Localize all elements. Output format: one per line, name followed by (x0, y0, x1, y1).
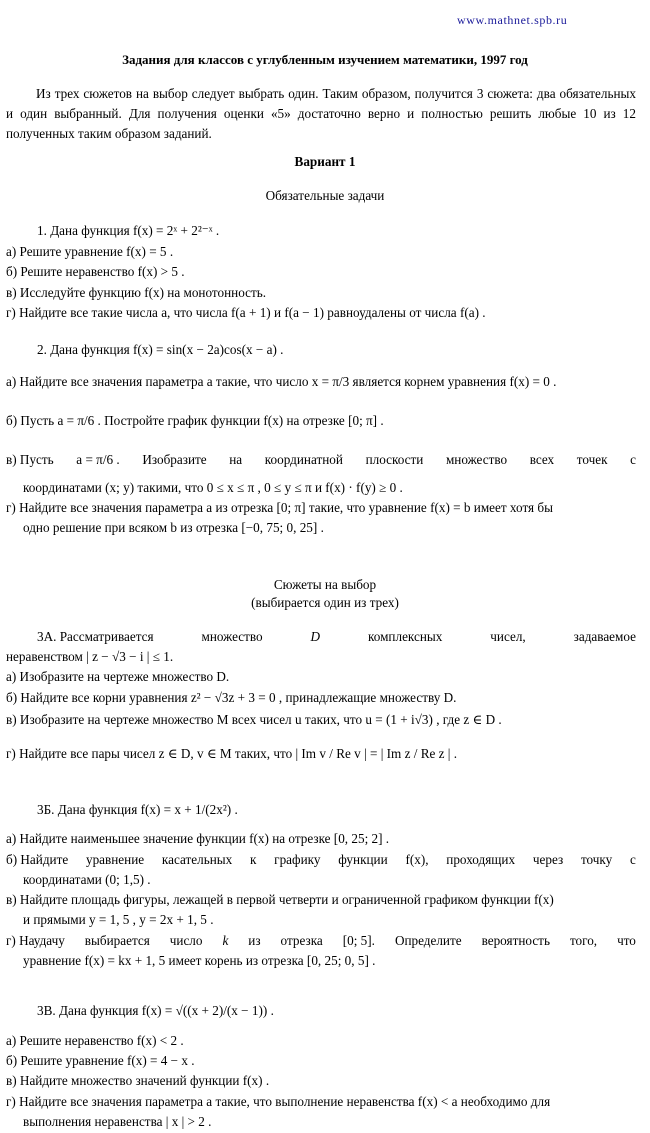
word: что (617, 933, 636, 948)
problem-3v-b: б) Решите уравнение f(x) = 4 − x . (6, 1053, 195, 1068)
word: г) Наудачу (6, 933, 65, 948)
word: f(x), (405, 852, 429, 867)
word: касательных (161, 852, 233, 867)
problem-3b-c-line2: и прямыми y = 1, 5 , y = 2x + 1, 5 . (23, 912, 214, 927)
site-url[interactable]: www.mathnet.spb.ru (457, 13, 568, 27)
problem-1-b: б) Решите неравенство f(x) > 5 . (6, 264, 185, 279)
problem-3v-a: а) Решите неравенство f(x) < 2 . (6, 1033, 184, 1048)
problem-2-c-line2: координатами (x; y) такими, что 0 ≤ x ≤ π , 0 ≤ y ≤ π и f(x) · f(y) ≥ 0 . (23, 480, 403, 495)
word: через (532, 852, 564, 867)
problem-3b-d-line1 (6, 931, 636, 951)
word: проходящих (446, 852, 516, 867)
problem-2-d-line2: одно решение при всяком b из отрезка [−0, 75; 0, 25] . (23, 520, 324, 535)
problem-2-c-line1 (6, 450, 636, 470)
problem-3a-a: а) Изобразите на чертеже множество D. (6, 669, 230, 684)
problem-2-a: а) Найдите все значения параметра a такие, что число x = π/3 является корнем уравнения f(x) = 0 . (6, 374, 557, 389)
word: выбирается (84, 933, 150, 948)
problem-3b-b-line1 (6, 850, 636, 870)
word: [0; 5]. (342, 933, 375, 948)
variant-heading: Вариант 1 (294, 154, 356, 169)
word: в) Пусть (6, 452, 54, 467)
word: множество (201, 629, 263, 644)
word: функции (338, 852, 388, 867)
section-choice-subtitle: (выбирается один из трех) (251, 595, 399, 610)
problem-1-d: г) Найдите все такие числа a, что числа f(a + 1) и f(a − 1) равноудалены от числа f(a) . (6, 305, 486, 320)
word: точку (580, 852, 613, 867)
word: множество (445, 452, 508, 467)
word: с (630, 452, 636, 467)
problem-3a-b: б) Найдите все корни уравнения z² − √3z + 3 = 0 , принадлежащие множеству D. (6, 690, 457, 705)
word: k (222, 933, 229, 948)
word: графику (274, 852, 321, 867)
problem-3b-b-line2: координатами (0; 1,5) . (23, 872, 151, 887)
word: комплексных (368, 629, 443, 644)
word: a = π/6 . (76, 452, 120, 467)
word: D (310, 629, 321, 644)
word: на (229, 452, 243, 467)
word: точек (576, 452, 608, 467)
problem-1-a: а) Решите уравнение f(x) = 5 . (6, 244, 174, 259)
problem-3b-c-line1: в) Найдите площадь фигуры, лежащей в первой четверти и ограниченной графиком функции f(x) (6, 892, 554, 907)
word: задаваемое (573, 629, 636, 644)
problem-3a-c: в) Изобразите на чертеже множество M всех чисел u таких, что u = (1 + i√3) , где z ∈ D . (6, 712, 502, 727)
word: 3А. Рассматривается (37, 629, 154, 644)
section-choice-title: Сюжеты на выбор (273, 577, 377, 592)
section-mandatory: Обязательные задачи (265, 188, 385, 203)
problem-3v-d-line2: выполнения неравенства | x | > 2 . (23, 1114, 212, 1129)
problem-3v-d-line1: г) Найдите все значения параметра a такие, что выполнение неравенства f(x) < a необходимо для (6, 1094, 551, 1109)
word: число (169, 933, 203, 948)
problem-3v-lead: 3В. Дана функция f(x) = √((x + 2)/(x − 1)) . (37, 1003, 274, 1018)
word: того, (569, 933, 598, 948)
word: чисел, (490, 629, 526, 644)
document-title: Задания для классов с углубленным изучением математики, 1997 год (122, 52, 528, 67)
word: с (630, 852, 636, 867)
problem-3b-a: а) Найдите наименьшее значение функции f(x) на отрезке [0, 25; 2] . (6, 831, 390, 846)
word: уравнение (85, 852, 145, 867)
problem-3a-lead-line1 (37, 627, 636, 647)
problem-2-b: б) Пусть a = π/6 . Постройте график функции f(x) на отрезке [0; π] . (6, 413, 384, 428)
word: отрезка (280, 933, 323, 948)
problem-1-lead: 1. Дана функция f(x) = 2ˣ + 2²⁻ˣ . (37, 223, 220, 238)
problem-1-c: в) Исследуйте функцию f(x) на монотонность. (6, 285, 267, 300)
word: Изобразите (142, 452, 207, 467)
word: из (248, 933, 261, 948)
problem-3b-lead: 3Б. Дана функция f(x) = x + 1/(2x²) . (37, 802, 238, 817)
word: координатной (264, 452, 343, 467)
problem-3v-c: в) Найдите множество значений функции f(x) . (6, 1073, 270, 1088)
problem-3b-d-line2: уравнение f(x) = kx + 1, 5 имеет корень из отрезка [0, 25; 0, 5] . (23, 953, 376, 968)
problem-2-lead: 2. Дана функция f(x) = sin(x − 2a)cos(x − a) . (37, 342, 284, 357)
word: к (249, 852, 257, 867)
problem-3a-lead-line2: неравенством | z − √3 − i | ≤ 1. (6, 649, 174, 664)
word: вероятность (481, 933, 550, 948)
word: всех (529, 452, 555, 467)
word: плоскости (365, 452, 424, 467)
word: б) Найдите (6, 852, 69, 867)
problem-2-d-line1: г) Найдите все значения параметра a из отрезка [0; π] такие, что уравнение f(x) = b имеет хотя бы (6, 500, 553, 515)
problem-3a-d: г) Найдите все пары чисел z ∈ D, v ∈ M таких, что | Im v / Re v | = | Im z / Re z | . (6, 746, 458, 761)
word: Определите (394, 933, 462, 948)
intro-paragraph: Из трех сюжетов на выбор следует выбрать один. Таким образом, получится 3 сюжета: два обязательных и один выбранный. Для получения оценки «5» достаточно верно и полностью решить любые 10 из 12 полученных таким образом заданий. (6, 86, 636, 141)
